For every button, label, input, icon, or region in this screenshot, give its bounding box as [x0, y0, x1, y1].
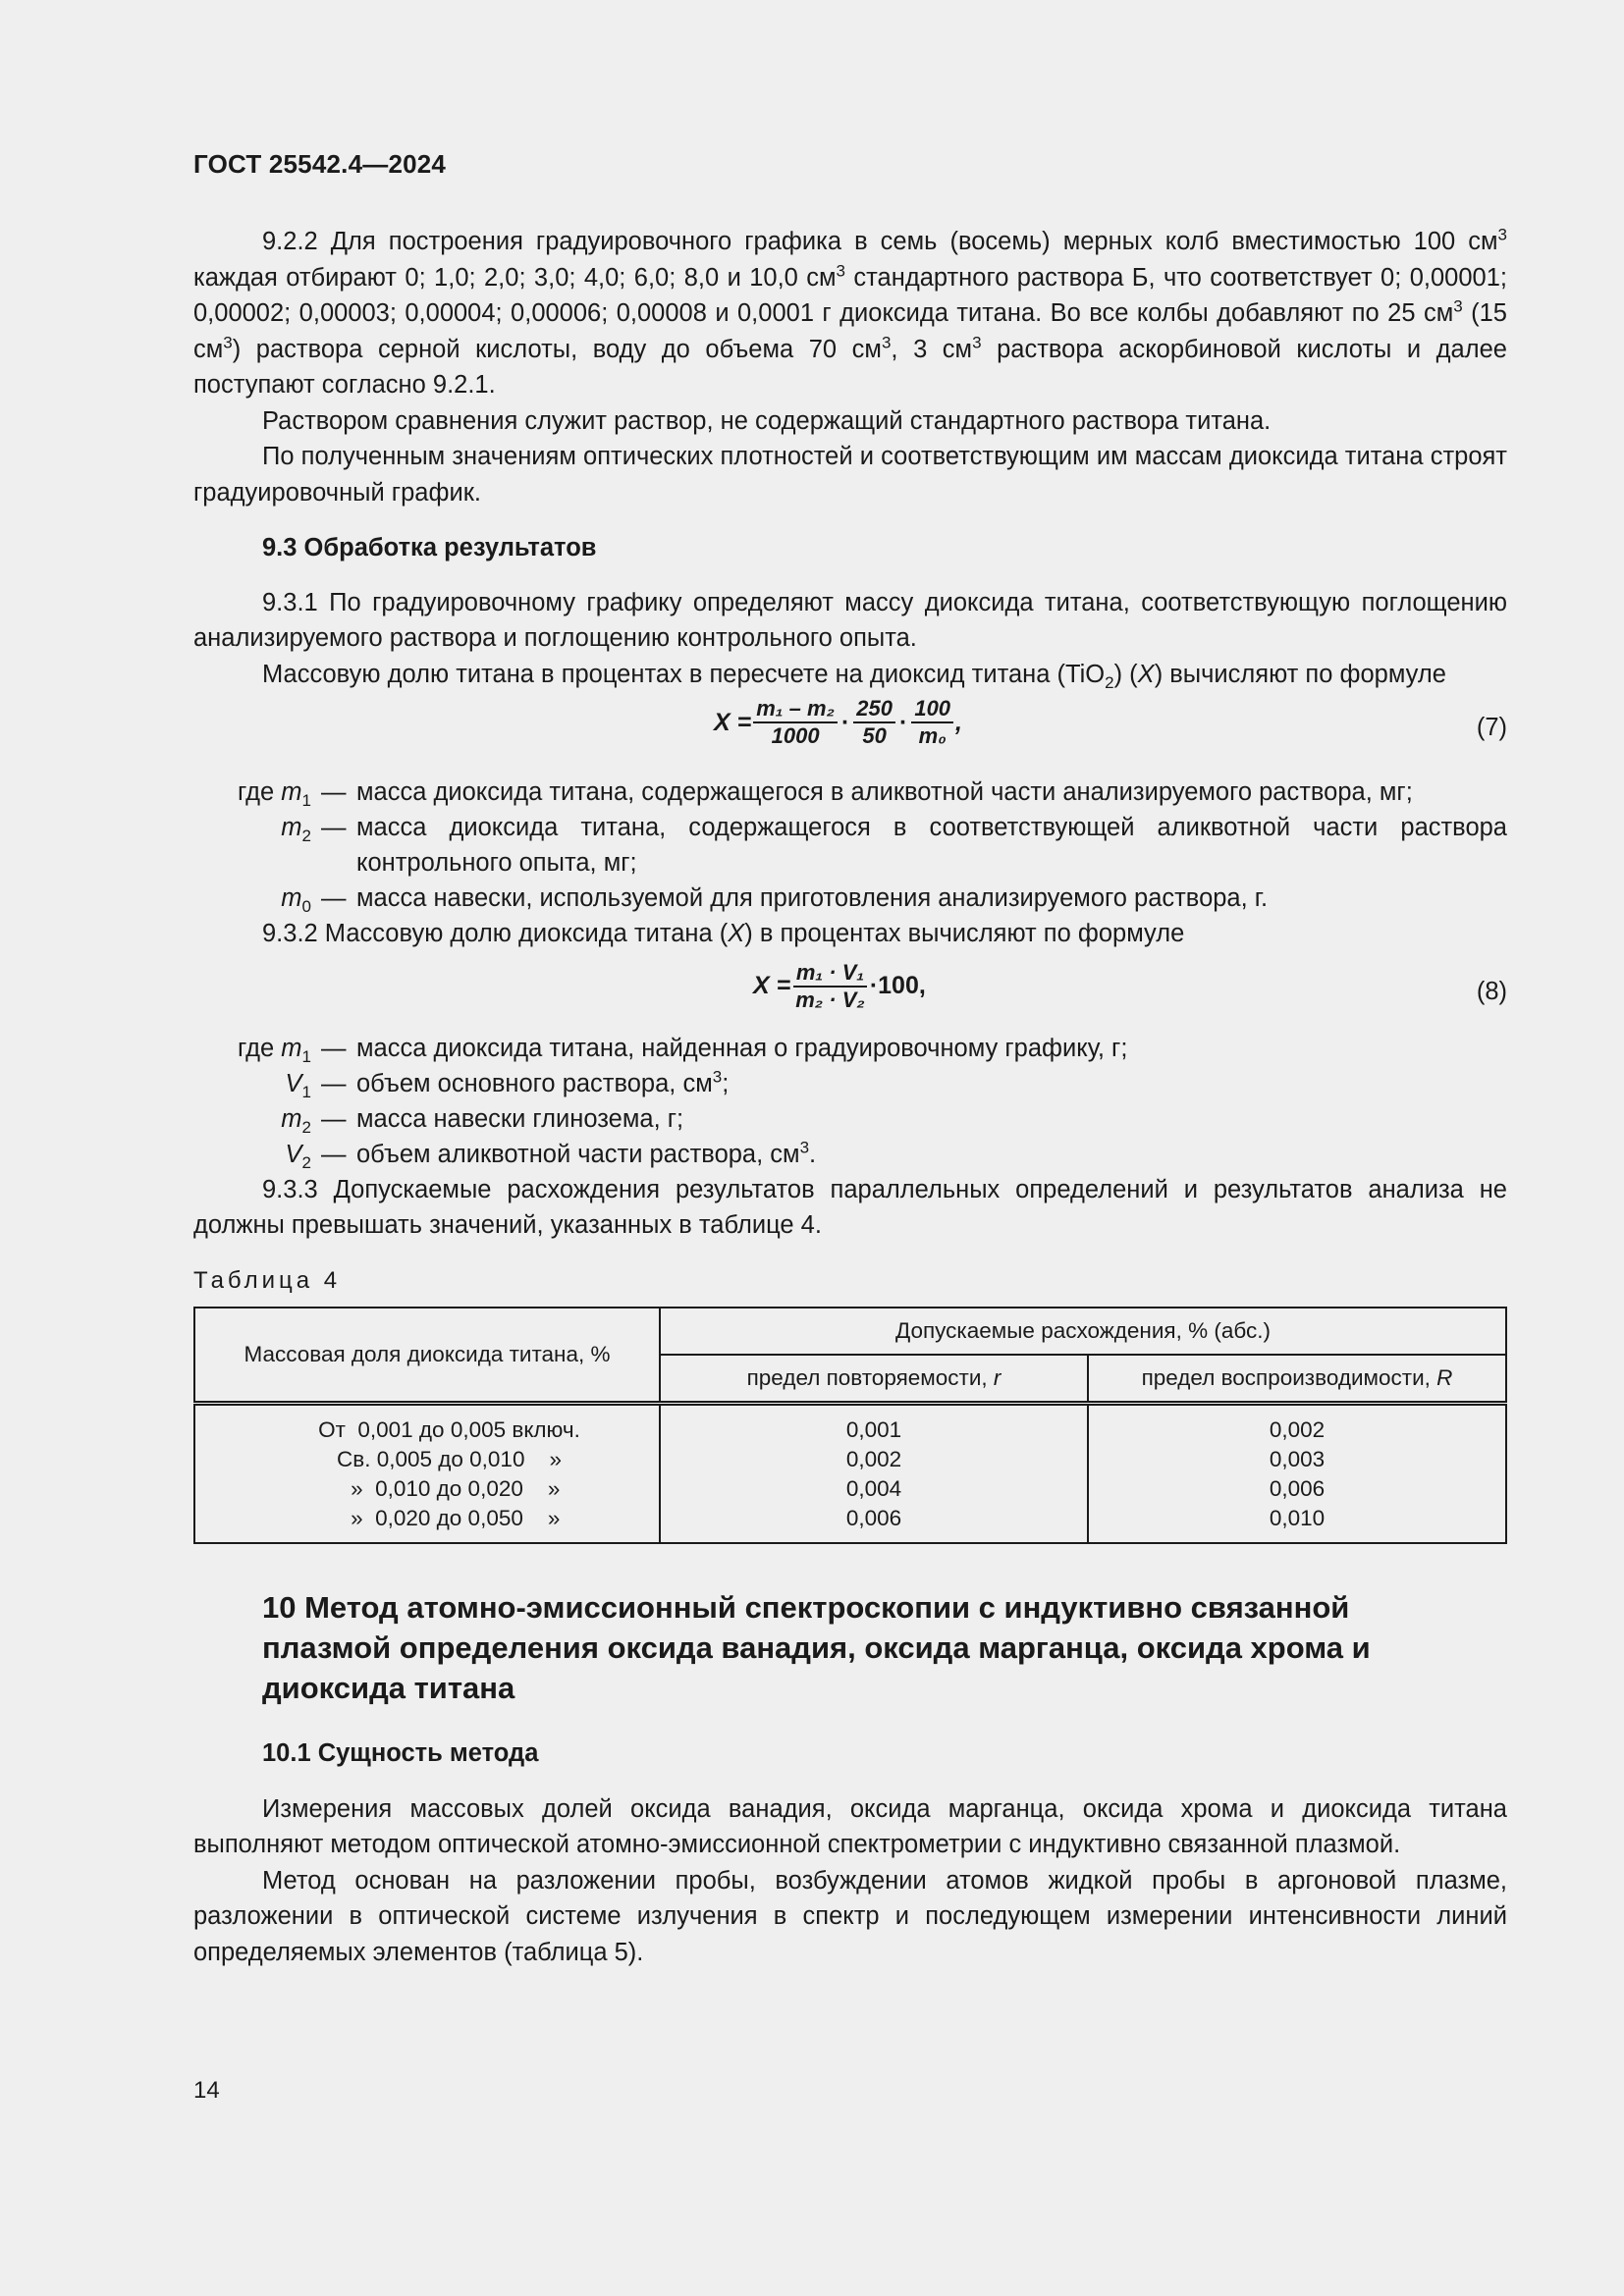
- table-column-ranges: [194, 1404, 660, 1544]
- table-cell-r: 0,001: [845, 1417, 902, 1442]
- table-4: [193, 1307, 1507, 1544]
- table-header-mass-fraction: Массовая доля диоксида титана, %: [194, 1308, 660, 1404]
- formula-7: X = $\frac{\text{m₁ – m₂}}{1000}$ · $\frac{250}{50}$ · $\frac{100}{\text{m₀}}$ , (7): [714, 696, 1507, 748]
- paragraph-10-1-a: Измерения массовых долей оксида ванадия, оксида марганца, оксида хрома и диоксида титана выполняют методом оптической атомно-эмиссионной спектрометрии с индуктивно связанной плазмой.: [193, 1794, 1507, 1858]
- paragraph-mass-fraction: Массовую долю титана в процентах в пересчете на диоксид титана (TiO$_2$) (X) вычисляют по формуле: [262, 660, 1446, 692]
- table-column-reproducibility: [1088, 1404, 1506, 1544]
- table-column-repeatability: [660, 1404, 1088, 1544]
- definition-m0: $m_0$ — масса навески, используемой для приготовления анализируемого раствора, г.: [281, 884, 1269, 916]
- formula-8-fraction: $\frac{\text{m₁ · V₁}}{\text{m₂ · V₂}}$: [792, 960, 868, 1013]
- table-cell-R: 0,006: [1269, 1476, 1326, 1501]
- formula-7-fraction-1: $\frac{\text{m₁ – m₂}}{1000}$: [753, 696, 838, 749]
- table-cell-r: 0,002: [845, 1447, 902, 1471]
- formula-7-lhs: X =: [714, 708, 752, 736]
- section-9-3-heading: 9.3 Обработка результатов: [262, 534, 597, 561]
- table-cell-R: 0,002: [1269, 1417, 1326, 1442]
- formula-8-lhs: X =: [753, 972, 791, 1000]
- formula-7-definitions: [193, 774, 1507, 916]
- table-cell-R: 0,003: [1269, 1447, 1326, 1471]
- table-cell-r: 0,004: [845, 1476, 902, 1501]
- table-cell-R: 0,010: [1269, 1506, 1326, 1530]
- table-4-caption: Таблица 4: [193, 1266, 342, 1294]
- formula-8: X = $\frac{\text{m₁ · V₁}}{\text{m₂ · V₂}}$ ·100, (8): [753, 959, 1507, 1012]
- definition-m1: где $m_1$ — масса диоксида титана, содержащегося в аликвотной части анализируемого раствора, мг;: [237, 778, 1413, 810]
- paragraph-9-3-1: 9.3.1 По градуировочному графику определяют массу диоксида титана, соответствующую поглощению анализируемого раствора и поглощению контрольного опыта.: [193, 588, 1507, 652]
- definition-v1: $V_1$ — объем основного раствора, $см^3$;: [285, 1067, 730, 1101]
- paragraph-9-3-2: 9.3.2 Массовую долю диоксида титана (X) в процентах вычисляют по формуле: [262, 920, 1185, 947]
- definition-m2-sample: $m_2$ — масса навески глинозема, г;: [281, 1104, 684, 1137]
- paragraph-10-1-b: Метод основан на разложении пробы, возбуждении атомов жидкой пробы в аргоновой плазме, разложении в оптической системе излучения в спектр и последующем измерении интенсивности линий определяемых элементов (таблица 5).: [193, 1866, 1507, 1966]
- definition-m1-found: где $m_1$ — масса диоксида титана, найденная о градуировочному графику, г;: [237, 1034, 1128, 1066]
- formula-8-definitions: [193, 1031, 1507, 1172]
- document-header: ГОСТ 25542.4—2024: [193, 149, 447, 179]
- table-cell-range: » 0,010 до 0,020 »: [338, 1476, 561, 1501]
- table-header-reproducibility: предел воспроизводимости, R: [1088, 1355, 1506, 1404]
- paragraph-9-3-3: 9.3.3 Допускаемые расхождения результатов параллельных определений и результатов анализа не должны превышать значений, указанных в таблице 4.: [193, 1175, 1507, 1239]
- formula-7-fraction-3: $\frac{100}{\text{m₀}}$: [911, 696, 953, 749]
- definition-v2: $V_2$ — объем аликвотной части раствора, $см^3$.: [285, 1138, 817, 1172]
- table-header-tolerances: Допускаемые расхождения, % (абс.): [660, 1308, 1506, 1355]
- section-10-heading: 10 Метод атомно-эмиссионный спектроскопии с индуктивно связанной плазмой определения оксида ванадия, оксида марганца, оксида хрома и диоксида титана: [262, 1590, 1371, 1705]
- table-cell-range: Св. 0,005 до 0,010 »: [337, 1447, 562, 1471]
- definition-m2: $m_2$ — масса диоксида титана, содержащегося в соответствующей аликвотной части раствора контрольного опыта, мг;: [281, 814, 1507, 877]
- paragraph-9-2-2: 9.2.2 Для построения градуировочного графика в семь (восемь) мерных колб вместимостью 100 $см^3$ каждая отбирают 0; 1,0; 2,0; 3,0; 4,0; 6,0; 8,0 и 10,0 $см^3$ стандартного раствора Б, что соответствует 0; 0,00001; 0,00002; 0,00003; 0,00004; 0,00006; 0,00008 и 0,0001 г диоксида титана. Во все колбы добавляют по 25 $см^3$ (15 $см^3$) раствора серной кислоты, воду до объема 70 $см^3$, 3 $см^3$ раствора аскорбиновой кислоты и далее поступают согласно 9.2.1.: [193, 225, 1507, 399]
- formula-7-number: (7): [1476, 714, 1507, 741]
- table-header-repeatability: предел повторяемости, r: [660, 1355, 1088, 1404]
- section-10-1-heading: 10.1 Сущность метода: [262, 1739, 539, 1767]
- paragraph-reference-solution: Раствором сравнения служит раствор, не содержащий стандартного раствора титана.: [262, 406, 1272, 435]
- table-cell-range: От 0,001 до 0,005 включ.: [318, 1417, 580, 1442]
- paragraph-calibration-graph: По полученным значениям оптических плотностей и соответствующим им массам диоксида титана строят градуировочный график.: [193, 443, 1507, 507]
- formula-8-number: (8): [1476, 977, 1507, 1005]
- main-text: [193, 224, 1507, 1970]
- page-number: 14: [193, 2077, 220, 2104]
- table-cell-r: 0,006: [845, 1506, 902, 1530]
- table-cell-range: » 0,020 до 0,050 »: [338, 1506, 561, 1530]
- formula-7-fraction-2: $\frac{250}{50}$: [853, 696, 895, 749]
